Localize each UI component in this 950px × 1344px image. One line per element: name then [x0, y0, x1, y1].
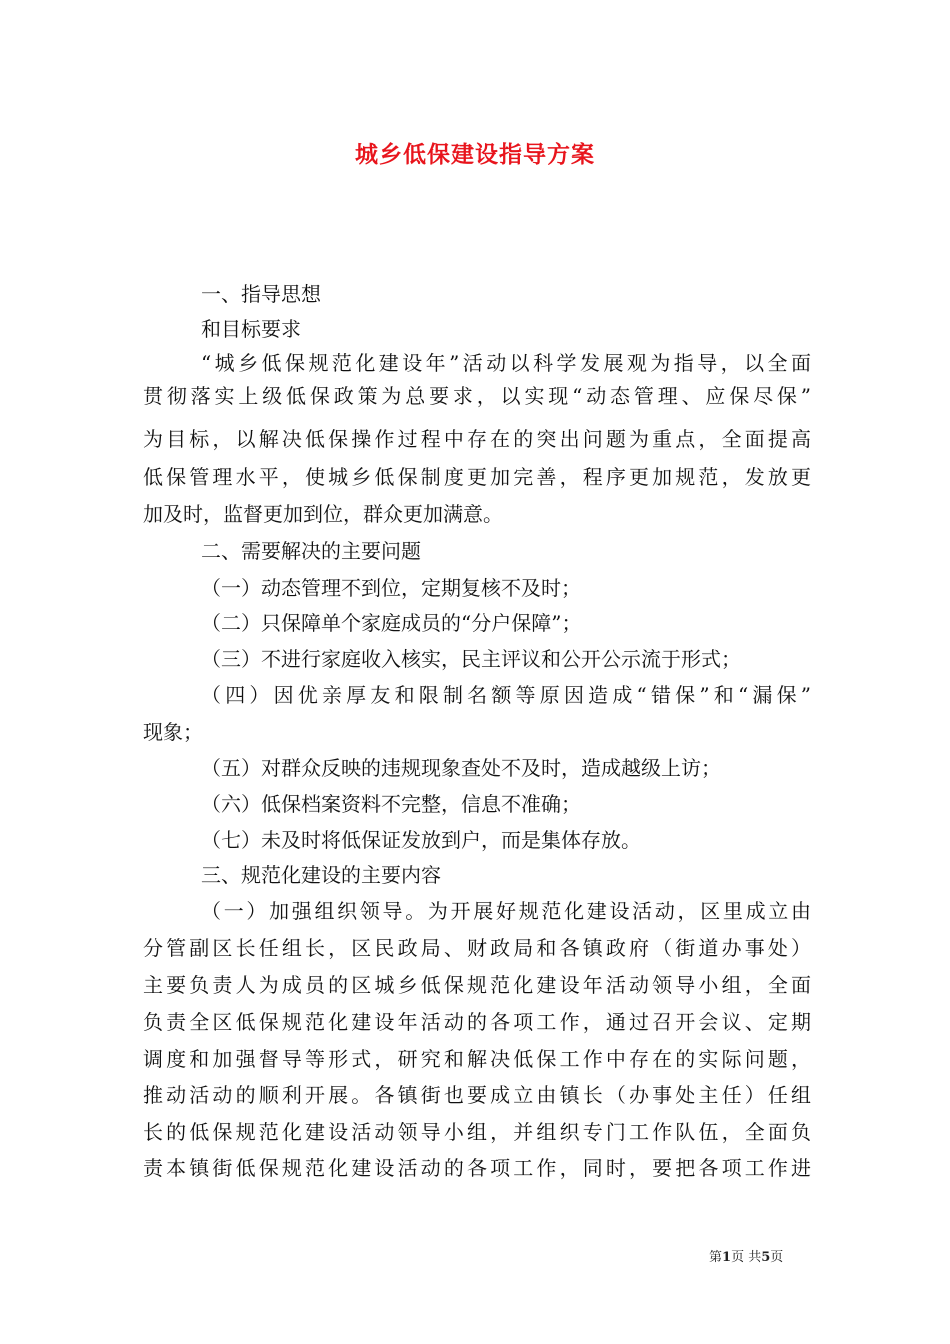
paragraph-line: 负责全区低保规范化建设年活动的各项工作，通过召开会议、定期 — [143, 1010, 811, 1034]
paragraph-line: 为目标，以解决低保操作过程中存在的突出问题为重点，全面提高 — [143, 427, 811, 451]
paragraph-line: 长的低保规范化建设活动领导小组，并组织专门工作队伍，全面负 — [143, 1120, 811, 1144]
footer-middle: 页 共 — [731, 1250, 762, 1265]
heading-3: 三、规范化建设的主要内容 — [201, 863, 441, 887]
footer-suffix: 页 — [770, 1250, 784, 1265]
footer-prefix: 第 — [709, 1250, 723, 1265]
heading-1: 一、指导思想 — [201, 282, 321, 306]
paragraph-line: 责本镇街低保规范化建设活动的各项工作，同时，要把各项工作进 — [143, 1156, 811, 1180]
list-item: （三）不进行家庭收入核实，民主评议和公开公示流于形式； — [201, 647, 741, 671]
list-item: （六）低保档案资料不完整，信息不准确； — [201, 792, 581, 816]
current-page: 1 — [722, 1250, 732, 1265]
heading-1-cont: 和目标要求 — [201, 317, 301, 341]
list-item-cont: 现象； — [143, 720, 203, 744]
total-pages: 5 — [761, 1250, 771, 1265]
list-item: （二）只保障单个家庭成员的“分户保障”； — [201, 611, 582, 635]
paragraph-line: 分管副区长任组长，区民政局、财政局和各镇政府（街道办事处） — [143, 936, 811, 960]
paragraph-line: （一）加强组织领导。为开展好规范化建设活动，区里成立由 — [201, 899, 811, 923]
paragraph-line: 推动活动的顺利开展。各镇街也要成立由镇长（办事处主任）任组 — [143, 1083, 811, 1107]
list-item: （一）动态管理不到位，定期复核不及时； — [201, 576, 581, 600]
list-item: （七）未及时将低保证发放到户，而是集体存放。 — [201, 828, 641, 852]
document-title: 城乡低保建设指导方案 — [355, 141, 595, 168]
paragraph-line: “城乡低保规范化建设年”活动以科学发展观为指导，以全面 — [201, 351, 811, 375]
list-item: （四）因优亲厚友和限制名额等原因造成“错保”和“漏保” — [201, 683, 811, 707]
heading-2: 二、需要解决的主要问题 — [201, 539, 421, 563]
paragraph-line: 低保管理水平，使城乡低保制度更加完善，程序更加规范，发放更 — [143, 465, 811, 489]
paragraph-line: 调度和加强督导等形式，研究和解决低保工作中存在的实际问题， — [143, 1047, 811, 1071]
list-item: （五）对群众反映的违规现象查处不及时，造成越级上访； — [201, 756, 721, 780]
paragraph-line: 贯彻落实上级低保政策为总要求，以实现“动态管理、应保尽保” — [143, 384, 811, 408]
paragraph-line: 加及时，监督更加到位，群众更加满意。 — [143, 502, 503, 526]
paragraph-line: 主要负责人为成员的区城乡低保规范化建设年活动领导小组，全面 — [143, 973, 811, 997]
page-number-footer — [709, 1246, 909, 1265]
